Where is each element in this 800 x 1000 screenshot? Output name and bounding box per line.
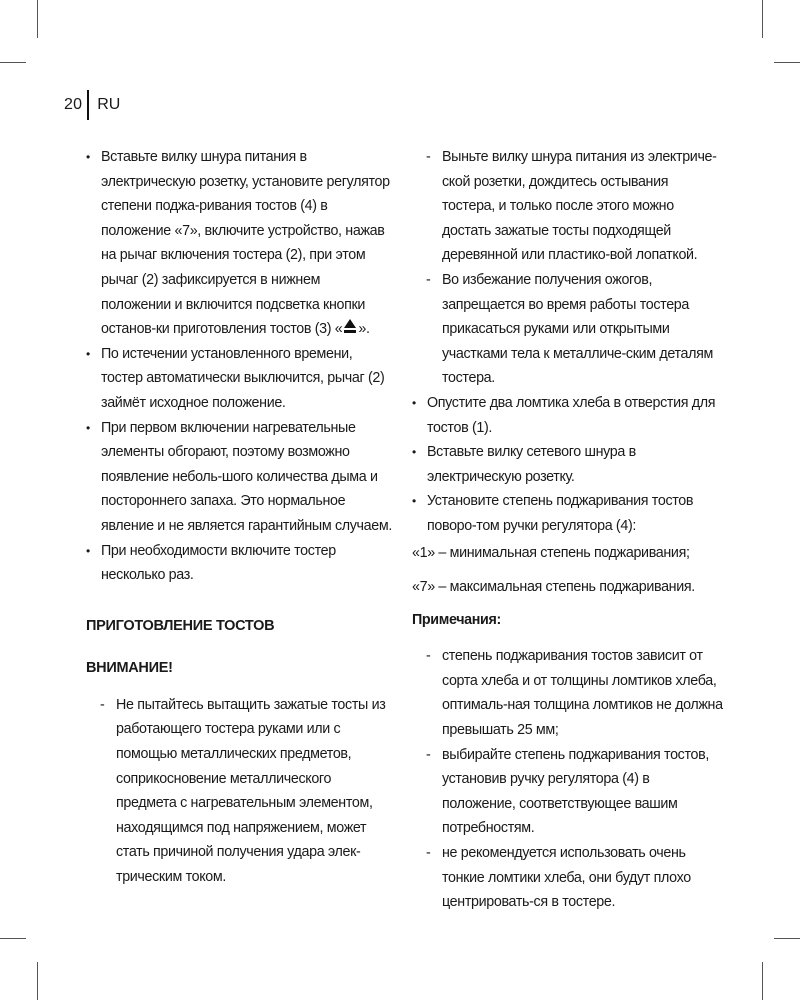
bullet-text: Вставьте вилку шнура питания в электрическую розетку, установите регулятор степени поджа-ривания тостов (4) в положение «7», включите устройство, нажав на рычаг включения тостера (2), при этом рычаг (2) зафиксируется в нижнем положении и включится подсветка кнопки останов-ки приготовления тостов (3) « <box>101 149 390 338</box>
list-item: • При первом включении нагревательные элементы обгорают, поэтому возможно появление неболь-шого количества дыма и постороннего запаха. Это нормальное явление и не является гарантийным случаем. <box>86 416 392 539</box>
bullet-text-end: ». <box>358 321 370 338</box>
page-number: 20 <box>64 96 83 113</box>
language-label: RU <box>97 96 121 113</box>
header-divider <box>87 90 89 120</box>
left-column <box>86 145 392 890</box>
list-item: - Не пытайтесь вытащить зажатые тосты из работающего тостера руками или с помощью металлических предметов, соприкосновение металлического предмета с нагревательным элементом, находящимся под напряжением, может стать причиной получения удара элек-трическим током. <box>86 693 392 890</box>
list-item: - Выньте вилку шнура питания из электриче-ской розетки, дождитесь остывания тостера, и только после этого можно достать зажатые тосты подходящей деревянной или пластико-вой лопаткой. <box>412 145 724 268</box>
crop-mark-top-right <box>762 0 763 38</box>
crop-mark-top-left <box>37 0 38 38</box>
list-item: - Во избежание получения ожогов, запрещается во время работы тостера прикасаться руками или открытыми участками тела к металличе-ским деталям тостера. <box>412 268 724 391</box>
warning-title: ВНИМАНИЕ! <box>86 660 173 677</box>
level-max-text: «7» – максимальная степень поджаривания. <box>412 579 695 596</box>
level-min-text: «1» – минимальная степень поджаривания; <box>412 544 690 561</box>
list-item: - не рекомендуется использовать очень тонкие ломтики хлеба, они будут плохо центрировать-ся в тостере. <box>412 841 724 915</box>
crop-mark-bottom-left <box>37 962 38 1000</box>
section-title: ПРИГОТОВЛЕНИЕ ТОСТОВ <box>86 617 275 634</box>
right-column <box>412 145 724 915</box>
toasting-bullet-list <box>412 391 724 539</box>
list-item: • Вставьте вилку сетевого шнура в электрическую розетку. <box>412 440 724 489</box>
list-item: • Установите степень поджаривания тостов поворо-том ручки регулятора (4): <box>412 489 724 538</box>
notes-dash-list <box>412 644 724 915</box>
list-item: • По истечении установленного времени, тостер автоматически выключится, рычаг (2) займёт исходное положение. <box>86 342 392 416</box>
eject-icon <box>343 318 357 334</box>
page-header <box>64 90 120 120</box>
notes-title: Примечания: <box>412 611 501 628</box>
list-item: - степень поджаривания тостов зависит от сорта хлеба и от толщины ломтиков хлеба, оптималь-ная толщина ломтиков не должна превышать 25 мм; <box>412 644 724 742</box>
list-item: • Опустите два ломтика хлеба в отверстия для тостов (1). <box>412 391 724 440</box>
crop-mark-bottom-right-h <box>774 938 800 939</box>
list-item: - выбирайте степень поджаривания тостов, установив ручку регулятора (4) в положение, соответствующее вашим потребностям. <box>412 743 724 841</box>
warning-dash-list-continued <box>412 145 724 391</box>
instruction-bullet-list <box>86 145 392 588</box>
crop-mark-top-right-h <box>774 62 800 63</box>
crop-mark-bottom-right <box>762 962 763 1000</box>
warning-dash-list <box>86 693 392 890</box>
list-item: • При необходимости включите тостер несколько раз. <box>86 539 392 588</box>
list-item <box>86 145 392 342</box>
crop-mark-top-left-h <box>0 62 26 63</box>
crop-mark-bottom-left-h <box>0 938 26 939</box>
